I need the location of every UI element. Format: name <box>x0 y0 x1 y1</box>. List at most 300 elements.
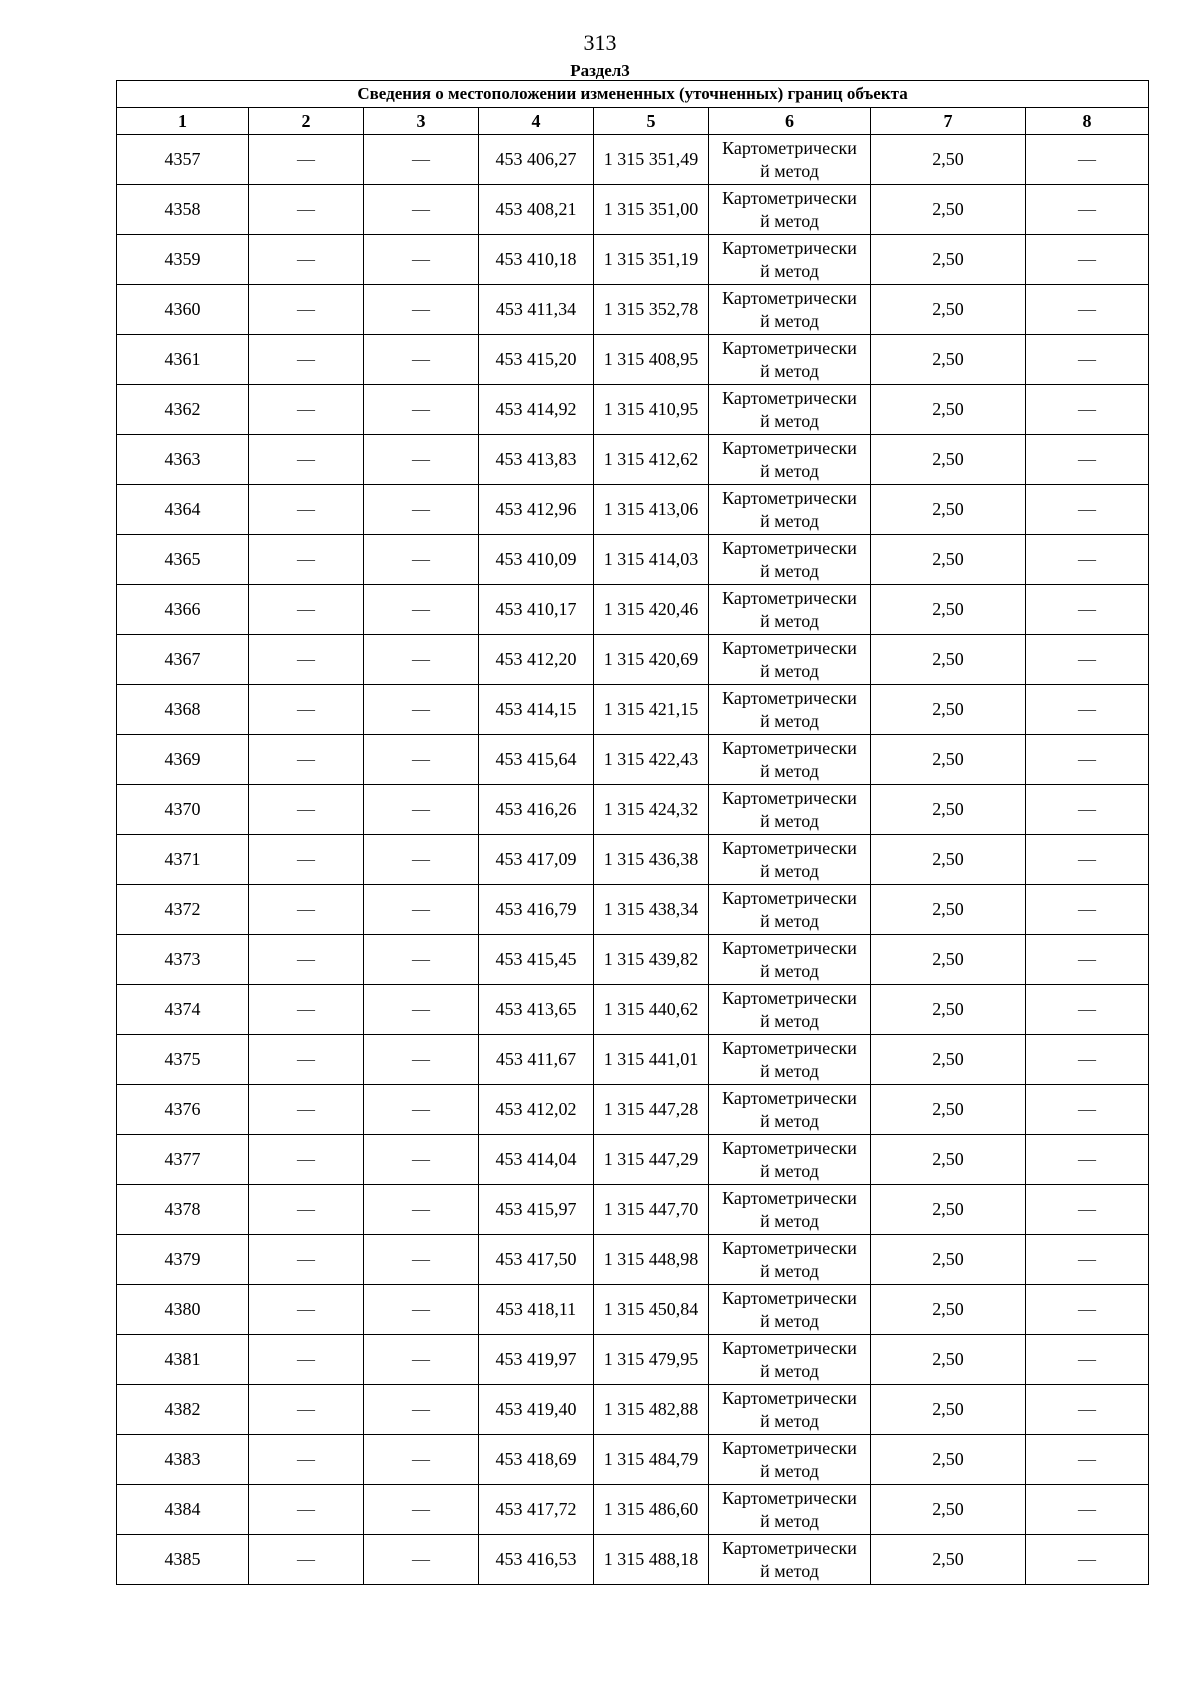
dash-cell: — <box>1026 135 1149 185</box>
method-cell <box>709 1185 871 1235</box>
y-coordinate-cell: 1 315 412,62 <box>594 435 709 485</box>
dash-cell: — <box>249 835 364 885</box>
precision-cell: 2,50 <box>871 385 1026 435</box>
method-line2: й метод <box>760 1210 819 1231</box>
precision-cell: 2,50 <box>871 235 1026 285</box>
method-line1: Картометрически <box>722 537 857 558</box>
method-cell <box>709 1335 871 1385</box>
dash-cell: — <box>364 585 479 635</box>
y-coordinate-cell: 1 315 351,49 <box>594 135 709 185</box>
dash-cell: — <box>249 1485 364 1535</box>
y-coordinate-cell: 1 315 413,06 <box>594 485 709 535</box>
method-cell <box>709 535 871 585</box>
dash-cell: — <box>249 1135 364 1185</box>
dash-cell: — <box>249 885 364 935</box>
dash-cell: — <box>1026 485 1149 535</box>
dash-cell: — <box>364 1385 479 1435</box>
method-line1: Картометрически <box>722 1287 857 1308</box>
x-coordinate-cell: 453 410,17 <box>479 585 594 635</box>
dash-cell: — <box>1026 285 1149 335</box>
x-coordinate-cell: 453 415,45 <box>479 935 594 985</box>
method-line2: й метод <box>760 560 819 581</box>
y-coordinate-cell: 1 315 488,18 <box>594 1535 709 1585</box>
dash-cell: — <box>364 1435 479 1485</box>
y-coordinate-cell: 1 315 447,70 <box>594 1185 709 1235</box>
x-coordinate-cell: 453 417,50 <box>479 1235 594 1285</box>
x-coordinate-cell: 453 410,18 <box>479 235 594 285</box>
column-header: 7 <box>871 108 1026 135</box>
dash-cell: — <box>1026 1235 1149 1285</box>
precision-cell: 2,50 <box>871 1235 1026 1285</box>
table-row <box>117 1335 1149 1385</box>
precision-cell: 2,50 <box>871 135 1026 185</box>
x-coordinate-cell: 453 406,27 <box>479 135 594 185</box>
x-coordinate-cell: 453 418,69 <box>479 1435 594 1485</box>
table-row <box>117 1135 1149 1185</box>
point-number-cell: 4374 <box>117 985 249 1035</box>
method-line1: Картометрически <box>722 437 857 458</box>
y-coordinate-cell: 1 315 421,15 <box>594 685 709 735</box>
precision-cell: 2,50 <box>871 585 1026 635</box>
table-row <box>117 1035 1149 1085</box>
method-line2: й метод <box>760 1510 819 1531</box>
method-line2: й метод <box>760 1560 819 1581</box>
dash-cell: — <box>1026 635 1149 685</box>
precision-cell: 2,50 <box>871 1085 1026 1135</box>
point-number-cell: 4365 <box>117 535 249 585</box>
dash-cell: — <box>1026 1485 1149 1535</box>
dash-cell: — <box>249 1535 364 1585</box>
dash-cell: — <box>364 185 479 235</box>
method-line1: Картометрически <box>722 637 857 658</box>
method-line2: й метод <box>760 310 819 331</box>
y-coordinate-cell: 1 315 447,28 <box>594 1085 709 1135</box>
precision-cell: 2,50 <box>871 535 1026 585</box>
y-coordinate-cell: 1 315 438,34 <box>594 885 709 935</box>
table-row <box>117 235 1149 285</box>
dash-cell: — <box>249 685 364 735</box>
method-cell <box>709 135 871 185</box>
dash-cell: — <box>364 635 479 685</box>
method-cell <box>709 1485 871 1535</box>
y-coordinate-cell: 1 315 410,95 <box>594 385 709 435</box>
column-header: 4 <box>479 108 594 135</box>
dash-cell: — <box>1026 385 1149 435</box>
table-row <box>117 185 1149 235</box>
dash-cell: — <box>364 535 479 585</box>
dash-cell: — <box>364 985 479 1035</box>
method-line1: Картометрически <box>722 1087 857 1108</box>
precision-cell: 2,50 <box>871 635 1026 685</box>
dash-cell: — <box>249 585 364 635</box>
dash-cell: — <box>1026 1285 1149 1335</box>
y-coordinate-cell: 1 315 447,29 <box>594 1135 709 1185</box>
y-coordinate-cell: 1 315 484,79 <box>594 1435 709 1485</box>
method-cell <box>709 335 871 385</box>
method-cell <box>709 1285 871 1335</box>
dash-cell: — <box>1026 885 1149 935</box>
method-line1: Картометрически <box>722 137 857 158</box>
x-coordinate-cell: 453 415,97 <box>479 1185 594 1235</box>
method-line2: й метод <box>760 1160 819 1181</box>
method-line2: й метод <box>760 1110 819 1131</box>
dash-cell: — <box>1026 735 1149 785</box>
precision-cell: 2,50 <box>871 985 1026 1035</box>
table-row <box>117 1435 1149 1485</box>
x-coordinate-cell: 453 414,92 <box>479 385 594 435</box>
point-number-cell: 4363 <box>117 435 249 485</box>
point-number-cell: 4369 <box>117 735 249 785</box>
column-header: 2 <box>249 108 364 135</box>
table-row <box>117 1485 1149 1535</box>
y-coordinate-cell: 1 315 441,01 <box>594 1035 709 1085</box>
method-cell <box>709 435 871 485</box>
precision-cell: 2,50 <box>871 485 1026 535</box>
method-line2: й метод <box>760 710 819 731</box>
table-row <box>117 735 1149 785</box>
dash-cell: — <box>364 735 479 785</box>
method-line2: й метод <box>760 760 819 781</box>
precision-cell: 2,50 <box>871 1035 1026 1085</box>
point-number-cell: 4385 <box>117 1535 249 1585</box>
method-line2: й метод <box>760 510 819 531</box>
dash-cell: — <box>1026 1085 1149 1135</box>
y-coordinate-cell: 1 315 352,78 <box>594 285 709 335</box>
dash-cell: — <box>1026 1435 1149 1485</box>
dash-cell: — <box>249 1235 364 1285</box>
method-line2: й метод <box>760 910 819 931</box>
dash-cell: — <box>1026 585 1149 635</box>
dash-cell: — <box>364 1135 479 1185</box>
method-line1: Картометрически <box>722 1137 857 1158</box>
column-header: 8 <box>1026 108 1149 135</box>
precision-cell: 2,50 <box>871 935 1026 985</box>
method-cell <box>709 235 871 285</box>
dash-cell: — <box>249 235 364 285</box>
method-cell <box>709 735 871 785</box>
method-line1: Картометрически <box>722 737 857 758</box>
method-line1: Картометрически <box>722 687 857 708</box>
table-row <box>117 435 1149 485</box>
page-number: 313 <box>583 30 617 55</box>
method-cell <box>709 1085 871 1135</box>
dash-cell: — <box>364 1285 479 1335</box>
dash-cell: — <box>249 435 364 485</box>
y-coordinate-cell: 1 315 439,82 <box>594 935 709 985</box>
dash-cell: — <box>364 285 479 335</box>
x-coordinate-cell: 453 411,34 <box>479 285 594 335</box>
dash-cell: — <box>364 1185 479 1235</box>
x-coordinate-cell: 453 417,09 <box>479 835 594 885</box>
point-number-cell: 4362 <box>117 385 249 435</box>
precision-cell: 2,50 <box>871 1535 1026 1585</box>
method-line2: й метод <box>760 360 819 381</box>
dash-cell: — <box>1026 1535 1149 1585</box>
x-coordinate-cell: 453 414,04 <box>479 1135 594 1185</box>
method-line1: Картометрически <box>722 487 857 508</box>
dash-cell: — <box>249 135 364 185</box>
table-row <box>117 835 1149 885</box>
dash-cell: — <box>249 635 364 685</box>
x-coordinate-cell: 453 413,65 <box>479 985 594 1035</box>
method-line1: Картометрически <box>722 1337 857 1358</box>
dash-cell: — <box>364 335 479 385</box>
column-header: 1 <box>117 108 249 135</box>
y-coordinate-cell: 1 315 479,95 <box>594 1335 709 1385</box>
dash-cell: — <box>1026 235 1149 285</box>
y-coordinate-cell: 1 315 408,95 <box>594 335 709 385</box>
dash-cell: — <box>364 235 479 285</box>
method-line1: Картометрически <box>722 1487 857 1508</box>
method-line1: Картометрически <box>722 387 857 408</box>
point-number-cell: 4372 <box>117 885 249 935</box>
precision-cell: 2,50 <box>871 885 1026 935</box>
dash-cell: — <box>249 985 364 1035</box>
dash-cell: — <box>1026 335 1149 385</box>
method-line1: Картометрически <box>722 237 857 258</box>
point-number-cell: 4383 <box>117 1435 249 1485</box>
dash-cell: — <box>364 1335 479 1385</box>
method-line2: й метод <box>760 460 819 481</box>
dash-cell: — <box>364 1085 479 1135</box>
method-line2: й метод <box>760 260 819 281</box>
table-row <box>117 685 1149 735</box>
method-line1: Картометрически <box>722 987 857 1008</box>
dash-cell: — <box>249 285 364 335</box>
dash-cell: — <box>1026 685 1149 735</box>
point-number-cell: 4361 <box>117 335 249 385</box>
method-cell <box>709 785 871 835</box>
dash-cell: — <box>249 185 364 235</box>
point-number-cell: 4380 <box>117 1285 249 1335</box>
table-row <box>117 135 1149 185</box>
method-line2: й метод <box>760 210 819 231</box>
table-row <box>117 335 1149 385</box>
point-number-cell: 4378 <box>117 1185 249 1235</box>
precision-cell: 2,50 <box>871 285 1026 335</box>
dash-cell: — <box>364 135 479 185</box>
dash-cell: — <box>249 335 364 385</box>
dash-cell: — <box>1026 935 1149 985</box>
method-line1: Картометрически <box>722 1437 857 1458</box>
column-header: 3 <box>364 108 479 135</box>
y-coordinate-cell: 1 315 351,00 <box>594 185 709 235</box>
method-line1: Картометрически <box>722 787 857 808</box>
method-line1: Картометрически <box>722 1187 857 1208</box>
method-cell <box>709 1385 871 1435</box>
x-coordinate-cell: 453 415,20 <box>479 335 594 385</box>
x-coordinate-cell: 453 412,02 <box>479 1085 594 1135</box>
point-number-cell: 4364 <box>117 485 249 535</box>
dash-cell: — <box>249 1285 364 1335</box>
table-row <box>117 285 1149 335</box>
point-number-cell: 4381 <box>117 1335 249 1385</box>
method-line1: Картометрически <box>722 837 857 858</box>
dash-cell: — <box>364 1485 479 1535</box>
dash-cell: — <box>1026 835 1149 885</box>
point-number-cell: 4366 <box>117 585 249 635</box>
precision-cell: 2,50 <box>871 685 1026 735</box>
dash-cell: — <box>249 935 364 985</box>
table-row <box>117 885 1149 935</box>
dash-cell: — <box>249 735 364 785</box>
x-coordinate-cell: 453 412,20 <box>479 635 594 685</box>
table-caption: Сведения о местоположении измененных (уточненных) границ объекта <box>117 81 1149 108</box>
method-line1: Картометрически <box>722 287 857 308</box>
precision-cell: 2,50 <box>871 185 1026 235</box>
method-line2: й метод <box>760 1310 819 1331</box>
method-cell <box>709 485 871 535</box>
x-coordinate-cell: 453 416,79 <box>479 885 594 935</box>
method-line1: Картометрически <box>722 1537 857 1558</box>
column-header: 5 <box>594 108 709 135</box>
x-coordinate-cell: 453 416,53 <box>479 1535 594 1585</box>
y-coordinate-cell: 1 315 448,98 <box>594 1235 709 1285</box>
method-line2: й метод <box>760 410 819 431</box>
method-cell <box>709 185 871 235</box>
method-line2: й метод <box>760 860 819 881</box>
precision-cell: 2,50 <box>871 1435 1026 1485</box>
dash-cell: — <box>364 835 479 885</box>
dash-cell: — <box>1026 1385 1149 1435</box>
x-coordinate-cell: 453 419,40 <box>479 1385 594 1435</box>
column-header: 6 <box>709 108 871 135</box>
method-line1: Картометрически <box>722 1387 857 1408</box>
method-cell <box>709 635 871 685</box>
precision-cell: 2,50 <box>871 1385 1026 1435</box>
dash-cell: — <box>1026 1185 1149 1235</box>
dash-cell: — <box>364 685 479 735</box>
x-coordinate-cell: 453 419,97 <box>479 1335 594 1385</box>
y-coordinate-cell: 1 315 414,03 <box>594 535 709 585</box>
method-cell <box>709 1435 871 1485</box>
point-number-cell: 4357 <box>117 135 249 185</box>
dash-cell: — <box>364 435 479 485</box>
x-coordinate-cell: 453 414,15 <box>479 685 594 735</box>
dash-cell: — <box>1026 185 1149 235</box>
table-row <box>117 785 1149 835</box>
x-coordinate-cell: 453 415,64 <box>479 735 594 785</box>
table-row <box>117 985 1149 1035</box>
dash-cell: — <box>249 1185 364 1235</box>
y-coordinate-cell: 1 315 436,38 <box>594 835 709 885</box>
point-number-cell: 4371 <box>117 835 249 885</box>
dash-cell: — <box>364 385 479 435</box>
y-coordinate-cell: 1 315 440,62 <box>594 985 709 1035</box>
precision-cell: 2,50 <box>871 735 1026 785</box>
table-row <box>117 1285 1149 1335</box>
method-cell <box>709 385 871 435</box>
method-line1: Картометрически <box>722 187 857 208</box>
table-row <box>117 1085 1149 1135</box>
method-cell <box>709 885 871 935</box>
column-header-row <box>117 108 1149 135</box>
dash-cell: — <box>249 535 364 585</box>
point-number-cell: 4377 <box>117 1135 249 1185</box>
dash-cell: — <box>364 1235 479 1285</box>
precision-cell: 2,50 <box>871 1135 1026 1185</box>
dash-cell: — <box>249 785 364 835</box>
dash-cell: — <box>249 1035 364 1085</box>
section-title: Раздел3 <box>570 61 630 80</box>
method-line2: й метод <box>760 610 819 631</box>
table-body <box>117 135 1149 1585</box>
method-line2: й метод <box>760 1460 819 1481</box>
method-line2: й метод <box>760 1360 819 1381</box>
precision-cell: 2,50 <box>871 335 1026 385</box>
precision-cell: 2,50 <box>871 785 1026 835</box>
dash-cell: — <box>1026 535 1149 585</box>
point-number-cell: 4359 <box>117 235 249 285</box>
precision-cell: 2,50 <box>871 435 1026 485</box>
y-coordinate-cell: 1 315 420,46 <box>594 585 709 635</box>
method-cell <box>709 1535 871 1585</box>
dash-cell: — <box>1026 1035 1149 1085</box>
point-number-cell: 4370 <box>117 785 249 835</box>
dash-cell: — <box>249 1335 364 1385</box>
method-cell <box>709 685 871 735</box>
dash-cell: — <box>364 935 479 985</box>
dash-cell: — <box>364 885 479 935</box>
point-number-cell: 4358 <box>117 185 249 235</box>
method-cell <box>709 285 871 335</box>
dash-cell: — <box>364 1035 479 1085</box>
method-line1: Картометрически <box>722 1037 857 1058</box>
method-cell <box>709 1235 871 1285</box>
point-number-cell: 4368 <box>117 685 249 735</box>
x-coordinate-cell: 453 412,96 <box>479 485 594 535</box>
table-row <box>117 585 1149 635</box>
method-line2: й метод <box>760 160 819 181</box>
dash-cell: — <box>249 385 364 435</box>
dash-cell: — <box>1026 435 1149 485</box>
method-line1: Картометрически <box>722 937 857 958</box>
x-coordinate-cell: 453 418,11 <box>479 1285 594 1335</box>
coordinates-table <box>116 80 1149 1585</box>
point-number-cell: 4360 <box>117 285 249 335</box>
method-line2: й метод <box>760 1010 819 1031</box>
y-coordinate-cell: 1 315 486,60 <box>594 1485 709 1535</box>
method-line1: Картометрически <box>722 1237 857 1258</box>
dash-cell: — <box>249 1385 364 1435</box>
method-cell <box>709 1135 871 1185</box>
point-number-cell: 4367 <box>117 635 249 685</box>
table-row <box>117 385 1149 435</box>
precision-cell: 2,50 <box>871 1185 1026 1235</box>
table-row <box>117 485 1149 535</box>
method-line1: Картометрически <box>722 587 857 608</box>
method-cell <box>709 985 871 1035</box>
x-coordinate-cell: 453 417,72 <box>479 1485 594 1535</box>
dash-cell: — <box>364 1535 479 1585</box>
method-cell <box>709 935 871 985</box>
point-number-cell: 4375 <box>117 1035 249 1085</box>
x-coordinate-cell: 453 416,26 <box>479 785 594 835</box>
dash-cell: — <box>1026 1135 1149 1185</box>
dash-cell: — <box>364 785 479 835</box>
table-row <box>117 1385 1149 1435</box>
table-row <box>117 635 1149 685</box>
dash-cell: — <box>249 1435 364 1485</box>
dash-cell: — <box>249 485 364 535</box>
point-number-cell: 4384 <box>117 1485 249 1535</box>
x-coordinate-cell: 453 411,67 <box>479 1035 594 1085</box>
method-line2: й метод <box>760 1260 819 1281</box>
method-cell <box>709 1035 871 1085</box>
method-line2: й метод <box>760 1060 819 1081</box>
dash-cell: — <box>249 1085 364 1135</box>
x-coordinate-cell: 453 410,09 <box>479 535 594 585</box>
